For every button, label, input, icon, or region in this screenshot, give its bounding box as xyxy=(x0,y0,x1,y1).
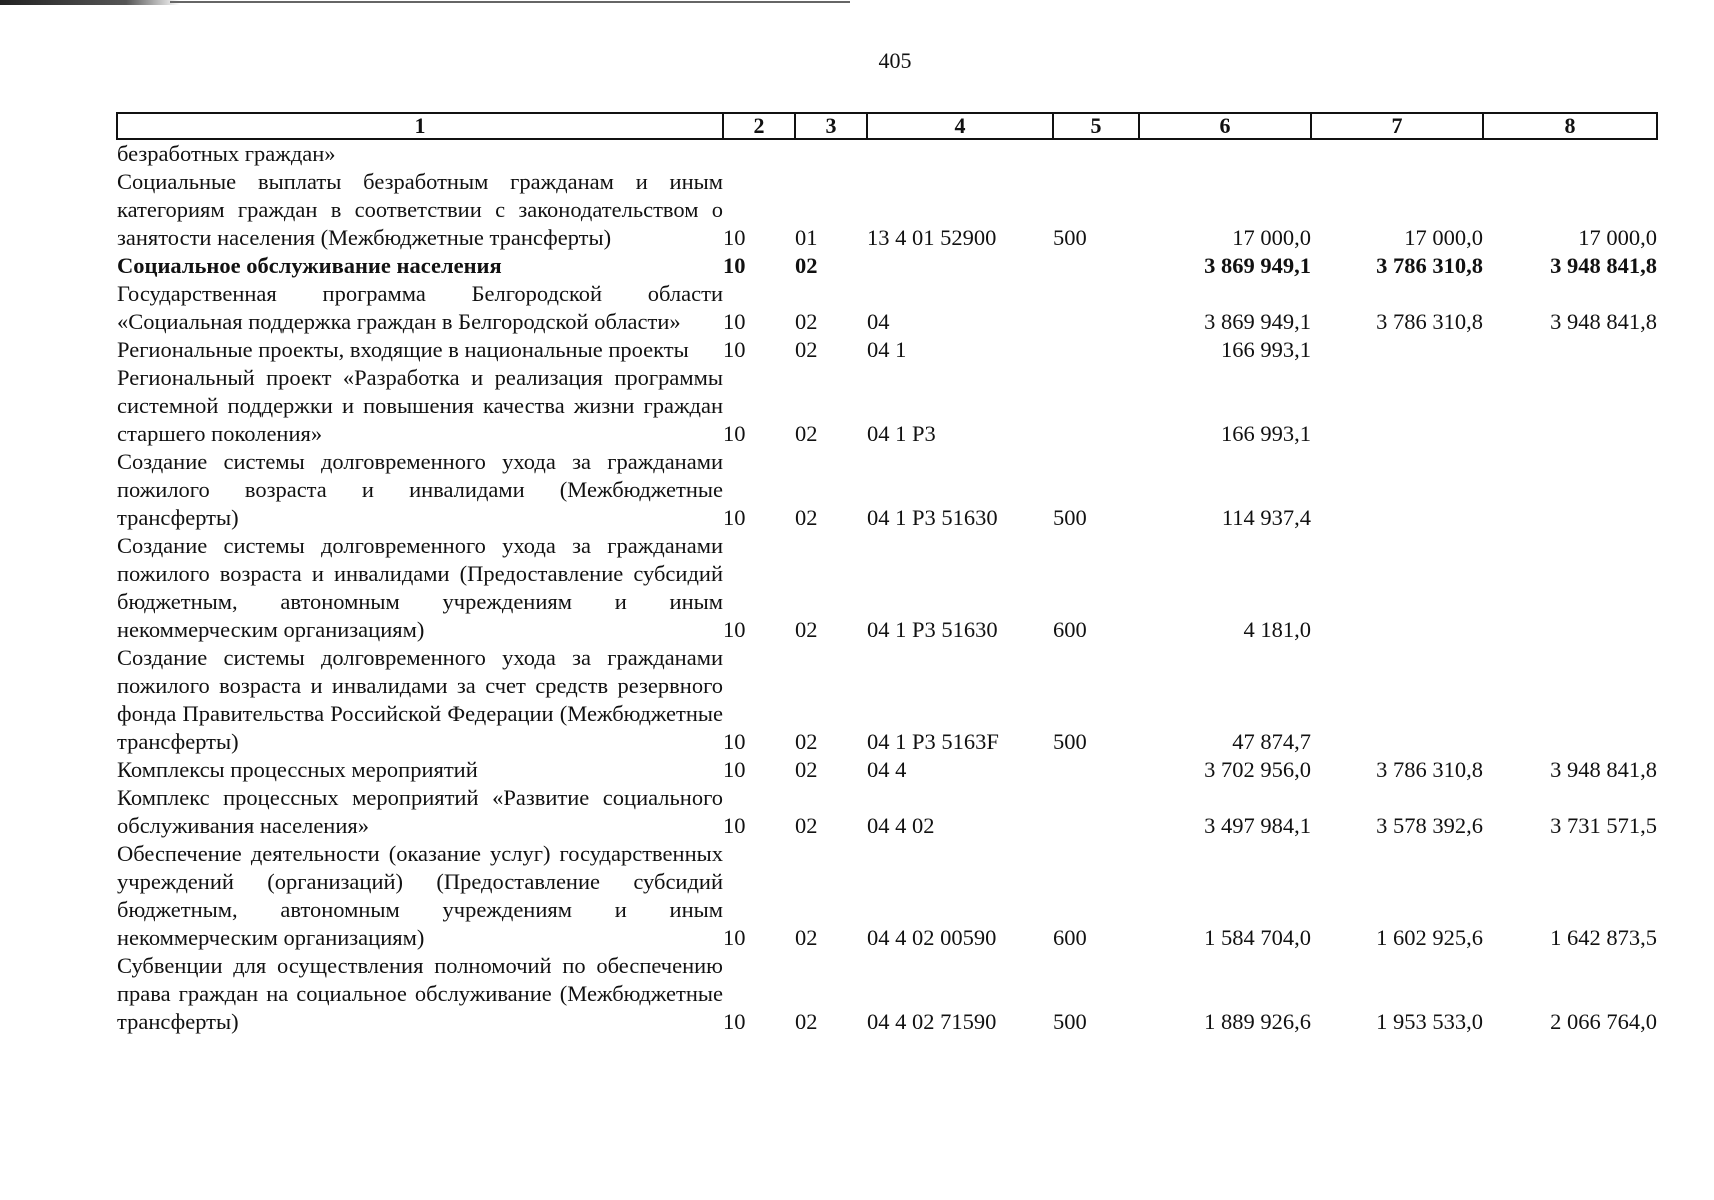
amount-col8: 17 000,0 xyxy=(1578,225,1657,250)
target-article-code: 04 4 02 xyxy=(867,813,935,838)
amount-col6: 3 497 984,1 xyxy=(1204,813,1311,838)
target-article-code xyxy=(867,139,1053,168)
target-article-code: 04 1 P3 5163F xyxy=(867,729,999,754)
table-row xyxy=(117,952,1657,1036)
row-name: Комплекс процессных мероприятий «Развитие социального обслуживания населения» xyxy=(117,785,723,838)
table-row xyxy=(117,756,1657,784)
amount-col6: 47 874,7 xyxy=(1232,729,1311,754)
subsection-code: 02 xyxy=(795,813,818,838)
section-code: 10 xyxy=(723,1009,746,1034)
amount-col7 xyxy=(1311,364,1483,448)
table-row xyxy=(117,280,1657,336)
table-row xyxy=(117,168,1657,252)
expense-type-code xyxy=(1053,139,1139,168)
page-number: 405 xyxy=(878,48,912,73)
subsection-code: 02 xyxy=(795,337,818,362)
amount-col8: 2 066 764,0 xyxy=(1550,1009,1657,1034)
amount-col6: 1 584 704,0 xyxy=(1204,925,1311,950)
target-article-code xyxy=(867,252,1053,280)
amount-col7: 3 786 310,8 xyxy=(1376,253,1483,278)
table-row xyxy=(117,364,1657,448)
expense-type-code: 500 xyxy=(1053,1009,1087,1034)
subsection-code: 02 xyxy=(795,757,818,782)
amount-col8: 3 948 841,8 xyxy=(1550,309,1657,334)
row-name: Региональный проект «Разработка и реализация программы системной поддержки и повышения качества жизни граждан старшего поколения» xyxy=(117,365,723,446)
row-name: Создание системы долговременного ухода за гражданами пожилого возраста и инвалидами за счет средств резервного фонда Правительства Российской Федерации (Межбюджетные трансферты) xyxy=(117,645,723,754)
amount-col7 xyxy=(1311,644,1483,756)
subsection-code: 02 xyxy=(795,421,818,446)
amount-col8 xyxy=(1483,644,1657,756)
expense-type-code: 500 xyxy=(1053,225,1087,250)
row-name: Социальное обслуживание населения xyxy=(117,253,502,278)
amount-col6: 3 869 949,1 xyxy=(1204,253,1311,278)
section-code: 10 xyxy=(723,253,746,278)
amount-col7: 1 602 925,6 xyxy=(1376,925,1483,950)
amount-col7: 17 000,0 xyxy=(1404,225,1483,250)
table-row xyxy=(117,840,1657,952)
section-code: 10 xyxy=(723,421,746,446)
section-code: 10 xyxy=(723,505,746,530)
target-article-code: 13 4 01 52900 xyxy=(867,225,997,250)
expense-type-code xyxy=(1053,336,1139,364)
amount-col8: 3 948 841,8 xyxy=(1550,253,1657,278)
subsection-code: 02 xyxy=(795,253,818,278)
row-name: Создание системы долговременного ухода за гражданами пожилого возраста и инвалидами (Межбюджетные трансферты) xyxy=(117,449,723,530)
amount-col8: 3 731 571,5 xyxy=(1550,813,1657,838)
table-row xyxy=(117,448,1657,532)
amount-col8: 1 642 873,5 xyxy=(1550,925,1657,950)
expense-type-code: 600 xyxy=(1053,925,1087,950)
target-article-code: 04 xyxy=(867,309,890,334)
column-header: 8 xyxy=(1483,113,1657,139)
row-name: Создание системы долговременного ухода за гражданами пожилого возраста и инвалидами (Предоставление субсидий бюджетным, автономным учреждениям и иным некоммерческим организациям) xyxy=(117,533,723,642)
section-code: 10 xyxy=(723,729,746,754)
amount-col8 xyxy=(1483,336,1657,364)
table-row xyxy=(117,336,1657,364)
section-code: 10 xyxy=(723,757,746,782)
subsection-code: 02 xyxy=(795,617,818,642)
subsection-code: 02 xyxy=(795,505,818,530)
expense-type-code xyxy=(1053,280,1139,336)
amount-col7 xyxy=(1311,139,1483,168)
row-name: Региональные проекты, входящие в национальные проекты xyxy=(117,337,689,362)
row-name: Комплексы процессных мероприятий xyxy=(117,757,478,782)
subsection-code: 02 xyxy=(795,925,818,950)
row-name: Субвенции для осуществления полномочий по обеспечению права граждан на социальное обслуживание (Межбюджетные трансферты) xyxy=(117,953,723,1034)
section-code: 10 xyxy=(723,309,746,334)
amount-col6: 17 000,0 xyxy=(1232,225,1311,250)
table-row xyxy=(117,644,1657,756)
target-article-code: 04 1 P3 51630 xyxy=(867,617,998,642)
amount-col6: 166 993,1 xyxy=(1221,421,1311,446)
amount-col8 xyxy=(1483,448,1657,532)
column-header: 6 xyxy=(1139,113,1311,139)
column-header: 2 xyxy=(723,113,795,139)
target-article-code: 04 4 02 00590 xyxy=(867,925,997,950)
column-header: 4 xyxy=(867,113,1053,139)
amount-col7: 3 578 392,6 xyxy=(1376,813,1483,838)
subsection-code: 02 xyxy=(795,1009,818,1034)
section-code: 10 xyxy=(723,925,746,950)
column-header: 3 xyxy=(795,113,867,139)
expense-type-code xyxy=(1053,364,1139,448)
section-code: 10 xyxy=(723,617,746,642)
column-header: 5 xyxy=(1053,113,1139,139)
column-header: 1 xyxy=(117,113,723,139)
row-name: Обеспечение деятельности (оказание услуг) государственных учреждений (организаций) (Предоставление субсидий бюджетным, автономным учреждениям и иным некоммерческим организациям) xyxy=(117,841,723,950)
table-row xyxy=(117,252,1657,280)
amount-col8 xyxy=(1483,364,1657,448)
target-article-code: 04 4 xyxy=(867,757,907,782)
target-article-code: 04 1 xyxy=(867,337,907,362)
subsection-code xyxy=(795,139,867,168)
table-row xyxy=(117,784,1657,840)
amount-col6: 3 869 949,1 xyxy=(1204,309,1311,334)
amount-col6: 3 702 956,0 xyxy=(1204,757,1311,782)
scan-artifact xyxy=(170,1,850,3)
amount-col6: 1 889 926,6 xyxy=(1204,1009,1311,1034)
table-header-row xyxy=(117,113,1657,139)
section-code xyxy=(723,139,795,168)
amount-col8 xyxy=(1483,139,1657,168)
target-article-code: 04 1 P3 51630 xyxy=(867,505,998,530)
amount-col7: 3 786 310,8 xyxy=(1376,757,1483,782)
amount-col8 xyxy=(1483,532,1657,644)
amount-col7: 1 953 533,0 xyxy=(1376,1009,1483,1034)
section-code: 10 xyxy=(723,813,746,838)
row-name: Социальные выплаты безработным гражданам и иным категориям граждан в соответствии с законодательством о занятости населения (Межбюджетные трансферты) xyxy=(117,169,723,250)
budget-table xyxy=(116,112,1658,1036)
row-name: Государственная программа Белгородской области «Социальная поддержка граждан в Белгородской области» xyxy=(117,281,723,334)
target-article-code: 04 1 P3 xyxy=(867,421,936,446)
expense-type-code xyxy=(1053,252,1139,280)
table-row xyxy=(117,139,1657,168)
subsection-code: 01 xyxy=(795,225,818,250)
expense-type-code: 500 xyxy=(1053,729,1087,754)
expense-type-code xyxy=(1053,784,1139,840)
expense-type-code: 600 xyxy=(1053,617,1087,642)
row-name: безработных граждан» xyxy=(117,141,336,166)
amount-col7: 3 786 310,8 xyxy=(1376,309,1483,334)
amount-col7 xyxy=(1311,448,1483,532)
amount-col8: 3 948 841,8 xyxy=(1550,757,1657,782)
amount-col6: 4 181,0 xyxy=(1243,617,1311,642)
subsection-code: 02 xyxy=(795,729,818,754)
table-row xyxy=(117,532,1657,644)
expense-type-code xyxy=(1053,756,1139,784)
amount-col7 xyxy=(1311,336,1483,364)
amount-col7 xyxy=(1311,532,1483,644)
section-code: 10 xyxy=(723,225,746,250)
amount-col6 xyxy=(1139,139,1311,168)
scan-artifact xyxy=(0,0,180,5)
subsection-code: 02 xyxy=(795,309,818,334)
target-article-code: 04 4 02 71590 xyxy=(867,1009,997,1034)
amount-col6: 166 993,1 xyxy=(1221,337,1311,362)
expense-type-code: 500 xyxy=(1053,505,1087,530)
amount-col6: 114 937,4 xyxy=(1221,505,1311,530)
section-code: 10 xyxy=(723,337,746,362)
column-header: 7 xyxy=(1311,113,1483,139)
